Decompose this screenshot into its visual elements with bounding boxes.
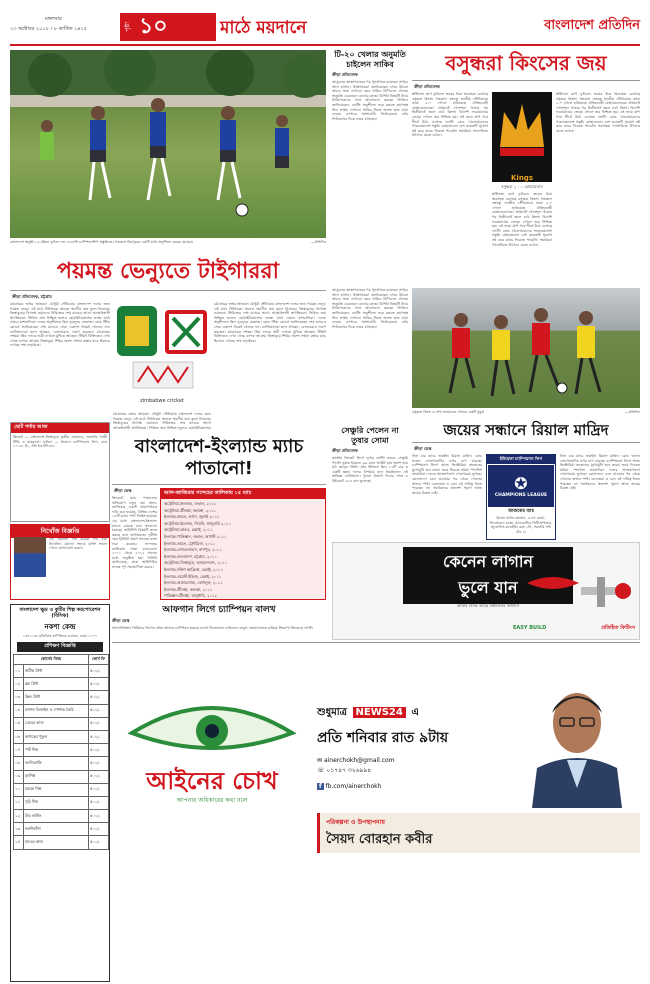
lead-headline: পয়মন্ত ভেন্যুতে টাইগাররা xyxy=(57,259,279,284)
bsic-cell-course: বেতের কাজ xyxy=(23,717,88,730)
lead-byline: ক্রীড়া প্রতিবেদক, চট্টগ্রাম xyxy=(12,294,52,299)
lead-photo-credit: —প্রতিদিন xyxy=(310,240,326,244)
easybuild-brand1: EASY BUILD xyxy=(513,625,547,631)
bsic-course-row xyxy=(14,823,109,836)
bsic-cell-fee: ৫০০/- xyxy=(88,730,108,743)
zimbabwe-logo-box xyxy=(113,302,211,410)
bsic-cell-no: ০৬ xyxy=(14,730,24,743)
football-training-illustration xyxy=(10,50,326,238)
ainer-line1-suffix: এ xyxy=(411,707,419,718)
kings-photo-caption xyxy=(412,410,640,418)
lead-photo-caption xyxy=(10,240,326,250)
bsic-cell-no: ০৫ xyxy=(14,717,24,730)
bsic-cell-fee: ৫০০/- xyxy=(88,823,108,836)
kings-body-col1: স্বাধীনতা কাপ ফুটবলে জয়ের ধারা অব্যাহত রেখেছে বসুন্ধরা কিংস। গতকাল বঙ্গবন্ধু জাতীয় স্টেডিয়ামে তারা ২-০ গোলে হারিয়েছে ঐতিহ্যবাহী মোহামেডানকে। প্রথমার্ধে গোলশূন্য থাকার পর দ্বিতীয়ার্ধে জ্বলে ওঠে কিংস। বিদেশি ফরোয়ার্ডের জোড়া গোলে জয় নিশ্চিত হয়। এই জয়ে গ্রুপ পর্বে শীর্ষে উঠে এসেছে দলটি। কোচ খেলোয়াড়দের পারফরম্যান্সে সন্তুষ্ট। মোহামেডান বেশ কয়েকটি সুযোগ নষ্ট করে ম্যাচে ফিরতে পারেনি। সমর্থকরা গ্যালারিতে উৎসবে মেতে ওঠেন। xyxy=(412,92,488,138)
bsic-cell-fee: ৫০০/- xyxy=(88,691,108,704)
bsic-cell-no: ০৩ xyxy=(14,691,24,704)
host-name-bar xyxy=(317,813,640,853)
bsic-cell-fee: ৫০০/- xyxy=(88,783,108,796)
bsic-cell-fee: ৫০০/- xyxy=(88,717,108,730)
tushar-headline: সেঞ্চুরি পেলেন না তুষার সোমা xyxy=(341,426,399,445)
bsic-cell-no: ১০ xyxy=(14,783,24,796)
ainer-slogan: আপনার অধিকারের কথা বলে xyxy=(176,797,248,804)
ainer-line2: প্রতি শনিবার রাত ৯টায় xyxy=(317,730,449,746)
bsic-cell-fee: ৫০০/- xyxy=(88,796,108,809)
ainer-fb-link: fb.com/ainerchokh xyxy=(325,783,382,790)
ainer-email: ainerchokh@gmail.com xyxy=(323,757,395,764)
bsic-cell-course: নকশিকাঁথা xyxy=(23,823,88,836)
t20-headline: টি-২০ খেলার অনুমতি চাইলেন সাকিব xyxy=(334,50,406,69)
suspected-match-item: পাকিস্তান-শ্রীলঙ্কা, আবুধাবি, ২০১২ xyxy=(164,593,217,599)
bsic-cell-no: ১৩ xyxy=(14,823,24,836)
bsic-course-row xyxy=(14,836,109,849)
bsic-cell-no: ০৮ xyxy=(14,757,24,770)
bsic-cell-course: উড কার্ভিং xyxy=(23,810,88,823)
bsic-cell-no: ১২ xyxy=(14,810,24,823)
suspected-match-item: ইংল্যান্ড-বাংলাদেশ, চট্টগ্রাম, ২০১১ xyxy=(164,553,217,559)
missing-ad-body: এই ছেলেটি গত কয়েক দিন ধরে নিখোঁজ। কোনো সহৃদয় ব্যক্তি সন্ধান পেলে যোগাযোগ করুন। xyxy=(49,537,107,551)
bsic-address: ১৩৭-১৩৮ মতিঝিল বাণিজ্যিক এলাকা, ঢাকা-১০০০ xyxy=(22,634,98,638)
bsic-cell-course: সূচি শিল্প xyxy=(23,796,88,809)
afghan-byline: ক্রীড়া ডেস্ক xyxy=(112,618,130,623)
page-number: ১০ xyxy=(139,13,168,39)
bsic-cell-fee: ৫০০/- xyxy=(88,744,108,757)
easybuild-tagline: আমার বিল্ডে আছে বিশ্বমানের ফিটিংস xyxy=(456,603,520,608)
header-rule xyxy=(10,44,640,46)
easybuild-brand2: প্রতিষ্ঠিত ফিটিংস xyxy=(601,625,635,631)
host-name: সৈয়দ বোরহান কবীর xyxy=(326,832,433,847)
bsic-cell-fee: ৫০০/- xyxy=(88,757,108,770)
suspected-match-item: ইংল্যান্ড-ভারত, ট্রেন্টব্রিজ, ২০১১ xyxy=(164,540,216,546)
aljazeera-table-box xyxy=(160,488,326,600)
bd-england-byline: ক্রীড়া ডেস্ক xyxy=(114,488,132,493)
fittings-illustration xyxy=(577,573,637,613)
kings-match-photo xyxy=(412,288,640,408)
aljazeera-match-list xyxy=(161,499,325,602)
lead-caption-text: বাংলাদেশ অনূর্ধ্ব-১৬ মহিলা ফুটবল দল এএফসি চ্যাম্পিয়নশিপ প্রস্তুতিতে। গতকাল মিরপুরের একটি মাঠে অনুশীলন করছে মেয়েরা। xyxy=(10,240,194,244)
bsic-section-title: প্রশিক্ষণ বিজ্ঞপ্তি xyxy=(17,642,103,652)
bsic-subtitle: নকশা কেন্দ্র xyxy=(44,623,76,631)
bsic-course-row xyxy=(14,678,109,691)
suspected-match-item: অস্ট্রেলিয়া-জিম্বাবুয়ে, আহমেদাবাদ, ২০১১ xyxy=(164,560,228,566)
t20-byline: ক্রীড়া প্রতিবেদক xyxy=(332,72,358,77)
lead-photo xyxy=(10,50,326,238)
suspected-match-item: অস্ট্রেলিয়া-ভারত, চেন্নাই, ২০১১ xyxy=(164,527,213,533)
suspected-match-item: ইংল্যান্ড-ওয়েস্ট ইন্ডিজ, চেন্নাই, ২০১১ xyxy=(164,573,222,579)
bsic-course-row xyxy=(14,730,109,743)
afghan-body: আফগানিস্তান প্রিমিয়ার লিগের প্রথম আসরে চ্যাম্পিয়ন হয়েছে বালখ লিজেন্ডস। ফাইনালে কাবুল জোয়ানানকে হারিয়ে শিরোপা জিতেছে দলটি। xyxy=(112,626,313,630)
phone-icon: ☏ xyxy=(317,767,327,774)
kings-logo-box xyxy=(492,92,552,182)
bsic-cell-no: ০৪ xyxy=(14,704,24,717)
host-portrait-illustration xyxy=(522,668,632,808)
header-day: মঙ্গলবার xyxy=(45,16,62,22)
missing-ad-title: নিখোঁজ বিজ্ঞপ্তি xyxy=(11,525,109,538)
bd-england-rule xyxy=(112,484,326,485)
t20-body-cont: আঙুলের অস্ত্রোপচারের পর পুনর্বাসনে রয়েছেন সাকিব আল হাসান। চিকিৎসকরা জানিয়েছেন সেরে উঠতে আরও সময় লাগবে। তবে সাকিব বিপিএলে খেলার অনুমতি চেয়েছেন বোর্ডের কাছে। বিসিবি বিষয়টি নিয়ে চিকিৎসকদের সঙ্গে আলোচনা করছে। ফিজিও জানিয়েছেন, ব্যাটিং অনুশীলন শুরু করতে কমপক্ষে তিন সপ্তাহ লাগবে। সাকিব নিজে অবশ্য দ্রুত মাঠে ফেরার ব্যাপারে আশাবাদী। নির্বাচকরাও তাঁর ফিটনেসের দিকে নজর রাখছেন। xyxy=(332,288,408,329)
zimbabwe-logo-text: zimbabwe cricket xyxy=(140,398,184,404)
bsic-cell-fee: ৫০০/- xyxy=(88,704,108,717)
aljazeera-table-title: আল-জাজিরার সন্দেহের তালিকায় ১৫ ম্যাচ xyxy=(161,489,325,499)
page-label: পৃষ্ঠা xyxy=(124,22,131,32)
bsic-col-course: কোর্সের বিষয় xyxy=(14,655,89,665)
bsic-course-row xyxy=(14,810,109,823)
bsic-cell-fee: ৫০০/- xyxy=(88,770,108,783)
bsic-course-row xyxy=(14,665,109,678)
bsic-cell-fee: ৫০০/- xyxy=(88,678,108,691)
lips-icon xyxy=(523,573,583,593)
kings-body-col3: স্বাধীনতা কাপ ফুটবলে জয়ের ধারা অব্যাহত রেখেছে বসুন্ধরা কিংস। গতকাল বঙ্গবন্ধু জাতীয় স্টেডিয়ামে তারা ২-০ গোলে হারিয়েছে ঐতিহ্যবাহী মোহামেডানকে। প্রথমার্ধে গোলশূন্য থাকার পর দ্বিতীয়ার্ধে জ্বলে ওঠে কিংস। বিদেশি ফরোয়ার্ডের জোড়া গোলে জয় নিশ্চিত হয়। এই জয়ে গ্রুপ পর্বে শীর্ষে উঠে এসেছে দলটি। কোচ খেলোয়াড়দের পারফরম্যান্সে সন্তুষ্ট। মোহামেডান বেশ কয়েকটি সুযোগ নষ্ট করে ম্যাচে ফিরতে পারেনি। সমর্থকরা গ্যালারিতে উৎসবে মেতে ওঠেন। xyxy=(556,92,640,133)
bsic-ad xyxy=(10,604,110,982)
ainer-schedule xyxy=(317,705,487,776)
kings-photo-credit: —প্রতিদিন xyxy=(624,410,640,414)
bsic-cell-course: মৃৎশিল্প xyxy=(23,770,88,783)
football-match-illustration xyxy=(412,288,640,408)
bsic-course-row xyxy=(14,757,109,770)
kings-scoreline: বসুন্ধরা ২ : ০ মোহামেডান xyxy=(501,184,543,189)
missing-ad xyxy=(10,524,110,600)
suspected-match-item: অস্ট্রেলিয়া-ইংল্যান্ড, ওভাল, ২০১১ xyxy=(164,501,217,506)
ucl-logo-text: CHAMPIONS LEAGUE xyxy=(494,492,548,498)
tushar-body: জাতীয় ক্রিকেট লিগে দুর্দান্ত ব্যাটিং করেও সেঞ্চুরি পাননি তুষার ইমরান। ৯৬ রানে আউট হয়ে হতাশ হয়ে মাঠ ছাড়েন তিনি। তাঁর ইনিংসে ছিল ১২টি চার ও একটি ছক্কা। দলের বিপর্যয়ে হাল ধরেছিলেন এই অভিজ্ঞ ব্যাটসম্যান। খুলনা বিভাগ দিনের শেষে ৬ উইকেটে ২৮৫ রান তুলেছে। xyxy=(332,456,408,483)
kings-rule xyxy=(412,80,640,81)
eye-icon xyxy=(122,693,302,763)
ainer-logo-text: আইনের চোখ xyxy=(146,767,278,795)
real-headline: জয়ের সন্ধানে রিয়াল মাদ্রিদ xyxy=(443,421,609,439)
bsic-course-row xyxy=(14,704,109,717)
missing-person-photo xyxy=(14,537,46,577)
email-icon: ✉ xyxy=(317,757,324,764)
ucl-box xyxy=(486,454,556,540)
tv-notice-title: ছোট পর্দায় আজ xyxy=(11,423,109,433)
bsic-cell-no: ১১ xyxy=(14,796,24,809)
tv-notice-body: ক্রিকেট — বাংলাদেশ-জিম্বাবুয়ে তৃতীয় ওয়ানডে, সরাসরি গাজী টিভি ও মাছরাঙা। ফুটবল — উয়েফা চ্যাম্পিয়নস লিগ, রাত ১০-৫৫ মি., সনি ইএসপিএন। xyxy=(13,435,107,449)
ainer-fb xyxy=(317,783,381,790)
easybuild-line2: ভুলে যান xyxy=(403,573,573,604)
suspected-match-item: ইংল্যান্ড-শ্রীলঙ্কা, কলম্বো, ২০১১ xyxy=(164,586,213,592)
bd-england-headline: বাংলাদেশ-ইংল্যান্ড ম্যাচ পাতানো! xyxy=(134,436,304,479)
bsic-cell-course: ফ্যাশন ডিজাইন ও পোশাক তৈরি xyxy=(23,704,88,717)
lead-headline-rule xyxy=(10,290,326,291)
bsic-cell-course: চামড়া শিল্প xyxy=(23,783,88,796)
bsic-cell-course: হাতের কাজ xyxy=(23,836,88,849)
real-body-col3: টানা চার ম্যাচে জয়হীন রিয়াল মাদ্রিদ। কোচ হুলেন লোপেতেগির ওপর চাপ বাড়ছে। চ্যাম্পিয়নস লিগে আজ ভিক্টোরিয়া প্লজেনের মুখোমুখি হবে তারা। জয়ে ফিরতে মরিয়া স্প্যানিশ জায়ান্টরা। দলের আক্রমণভাগ গোলখরায় ভুগছে। রোনালদো চলে যাওয়ার পর থেকে গোলের অভাব স্পষ্ট। বেনজেমা ও বেল এই দায়িত্ব নিতে পারছেন না। সমর্থকদের প্রত্যাশা পূরণে আজ জয়ের বিকল্প নেই। xyxy=(560,454,640,491)
suspected-match-item: ইংল্যান্ড-পাকিস্তান, ওভাল, আগস্ট ২০১১ xyxy=(164,533,227,539)
kings-body-col2: স্বাধীনতা কাপ ফুটবলে জয়ের ধারা অব্যাহত রেখেছে বসুন্ধরা কিংস। গতকাল বঙ্গবন্ধু জাতীয় স্টেডিয়ামে তারা ২-০ গোলে হারিয়েছে ঐতিহ্যবাহী মোহামেডানকে। প্রথমার্ধে গোলশূন্য থাকার পর দ্বিতীয়ার্ধে জ্বলে ওঠে কিংস। বিদেশি ফরোয়ার্ডের জোড়া গোলে জয় নিশ্চিত হয়। এই জয়ে গ্রুপ পর্বে শীর্ষে উঠে এসেছে দলটি। কোচ খেলোয়াড়দের পারফরম্যান্সে সন্তুষ্ট। মোহামেডান বেশ কয়েকটি সুযোগ নষ্ট করে ম্যাচে ফিরতে পারেনি। সমর্থকরা গ্যালারিতে উৎসবে মেতে ওঠেন। xyxy=(492,192,552,247)
suspected-match-item: অস্ট্রেলিয়া-ইংল্যান্ড, সিডনি, জানুয়ারি ২০১১ xyxy=(164,520,231,526)
ainer-chokh-ad xyxy=(112,642,640,982)
section-title: মাঠে ময়দানে xyxy=(220,18,307,38)
easybuild-line1: কেনেন লাগান xyxy=(403,547,573,578)
bsic-cell-no: ০১ xyxy=(14,665,24,678)
ucl-logo xyxy=(488,465,554,507)
bsic-col-fee: কোর্স ফি xyxy=(88,655,108,665)
news24-logo: NEWS24 xyxy=(353,707,406,718)
easybuild-ad xyxy=(332,542,640,640)
bsic-cell-course: পাট শিল্প xyxy=(23,744,88,757)
bsic-course-row xyxy=(14,783,109,796)
host-photo xyxy=(522,668,632,808)
kings-caption-text: বসুন্ধরা কিংস ও শেখ জামালের খেলার একটি মুহূর্ত xyxy=(412,410,485,414)
suspected-match-item: ইংল্যান্ড-দক্ষিণ আফ্রিকা, চেন্নাই, ২০১১ xyxy=(164,566,223,572)
ucl-title: ইউয়েফা চ্যাম্পিয়নস লিগ xyxy=(487,455,555,464)
kings-headline: বসুন্ধরা কিংসের জয় xyxy=(445,51,607,75)
kings-crown-logo-icon xyxy=(492,92,552,170)
bsic-cell-course: কাপড়ের পুতুল xyxy=(23,730,88,743)
bsic-cell-fee: ৫০০/- xyxy=(88,665,108,678)
ucl-star-ball-icon: ✪ xyxy=(514,473,528,493)
afghan-headline: আফগান লিগে চ্যাম্পিয়ন বালখ xyxy=(162,605,276,615)
bsic-cell-course: স্ক্রিন প্রিন্ট xyxy=(23,691,88,704)
bsic-course-row xyxy=(14,691,109,704)
suspected-match-item: ইংল্যান্ড-ভারত, লর্ডস, জুলাই ২০১১ xyxy=(164,514,220,520)
lead-body-col3: চট্টগ্রামের জহুর আহমেদ চৌধুরী স্টেডিয়াম বাংলাদেশ দলের জন্য পয়মন্ত ভেন্যু। এই মাঠে টাইগাররা অনেক স্মরণীয় জয় তুলে নিয়েছে। জিম্বাবুয়ের বিপক্ষে ওয়ানডে সিরিজের শেষ ম্যাচের আগে আত্মবিশ্বাসী স্বাগতিকরা। সিরিজ জয় নিশ্চিত হলেও হোয়াইটওয়াশের লক্ষ্যে মাঠে নামবে মাশরাফিরা। দলের অনুশীলনে ছিল ফুরফুরে মেজাজ। কোচ স্টিভ রোডস জানিয়েছেন শেষ ম্যাচেও সেরা একাদশ নিয়েই খেলবে দল। ব্যাটসম্যানরা ছন্দে আছেন, বোলাররাও দারুণ করছেন। চট্টগ্রামের দর্শকরা প্রিয় দলকে জয়ী দেখতে মুখিয়ে আছেন। টিকিট বিক্রিতেও দেখা গেছে ব্যাপক আগ্রহ। জিম্বাবুয়ে শিবির অবশ্য সম্মান রক্ষার ম্যাচ হিসেবে দেখছে শেষ লড়াইকে। xyxy=(214,302,326,343)
bsic-cell-no: ০২ xyxy=(14,678,24,691)
suspected-match-item: অস্ট্রেলিয়া-শ্রীলঙ্কা, কলম্বো, ২০১১ xyxy=(164,507,216,513)
real-byline: ক্রীড়া ডেস্ক xyxy=(414,446,432,451)
suspected-match-item: ইংল্যান্ড-নেদারল্যান্ডস, নাগপুর, ২০১১ xyxy=(164,547,222,553)
facebook-icon: f xyxy=(319,783,322,790)
brand-logo: বাংলাদেশ প্রতিদিন xyxy=(544,18,640,33)
host-label: পরিকল্পনা ও উপস্থাপনায় xyxy=(326,819,385,826)
page-number-box xyxy=(120,13,216,41)
bsic-course-row xyxy=(14,744,109,757)
bsic-course-row xyxy=(14,770,109,783)
suspected-match-item: ইংল্যান্ড-আয়ারল্যান্ড, বেঙ্গালুরু, ২০১১ xyxy=(164,580,223,586)
ainer-line1: শুধুমাত্র xyxy=(317,707,348,718)
lead-body-col2: চট্টগ্রামের জহুর আহমেদ চৌধুরী স্টেডিয়াম বাংলাদেশ দলের জন্য পয়মন্ত ভেন্যু। এই মাঠে টাইগাররা অনেক স্মরণীয় জয় তুলে নিয়েছে। জিম্বাবুয়ের বিপক্ষে ওয়ানডে সিরিজের শেষ ম্যাচের আগে আত্মবিশ্বাসী স্বাগতিকরা। সিরিজ জয় নিশ্চিত হলেও হোয়াইটওয়াশের xyxy=(113,412,211,430)
real-rule xyxy=(412,442,640,443)
tushar-byline: ক্রীড়া প্রতিবেদক xyxy=(332,448,358,453)
bsic-course-row xyxy=(14,717,109,730)
real-body-col1: টানা চার ম্যাচে জয়হীন রিয়াল মাদ্রিদ। কোচ হুলেন লোপেতেগির ওপর চাপ বাড়ছে। চ্যাম্পিয়নস লিগে আজ ভিক্টোরিয়া প্লজেনের মুখোমুখি হবে তারা। জয়ে ফিরতে মরিয়া স্প্যানিশ জায়ান্টরা। দলের আক্রমণভাগ গোলখরায় ভুগছে। রোনালদো চলে যাওয়ার পর থেকে গোলের অভাব স্পষ্ট। বেনজেমা ও বেল এই দায়িত্ব নিতে পারছেন না। সমর্থকদের প্রত্যাশা পূরণে আজ জয়ের বিকল্প নেই। xyxy=(412,454,482,495)
page-header xyxy=(10,10,640,44)
bsic-cell-course: বাটিক প্রিন্ট xyxy=(23,665,88,678)
bsic-cell-no: ০৭ xyxy=(14,744,24,757)
bsic-cell-no: ১৪ xyxy=(14,836,24,849)
bsic-cell-course: ব্লক প্রিন্ট xyxy=(23,678,88,691)
bd-england-body: ক্রিকেটে ম্যাচ পাতানোর অভিযোগ নতুন নয়। আল-জাজিরার একটি প্রামাণ্যচিত্রে দাবি করা হয়েছে, বিভিন্ন দেশের ১৫টি ম্যাচে স্পট ফিক্সিং হয়েছে। এর মধ্যে বাংলাদেশ-ইংল্যান্ড ম্যাচও রয়েছে বলে জানানো হয়েছে। আইসিসি বিষয়টি তদন্ত করছে বলে জানিয়েছে। দুর্নীতি দমন ইউনিট প্রমাণ সংগ্রহে কাজ শুরু করেছে। সন্দেহের তালিকায় থাকা ম্যাচগুলো ২০১১ থেকে ২০১২ সালের মধ্যে অনুষ্ঠিত হয়। বিসিবি জানিয়েছে, তারা আইসিসির তদন্তে পূর্ণ সহযোগিতা করবে। xyxy=(112,496,157,569)
bsic-cell-fee: ৫০০/- xyxy=(88,836,108,849)
t20-body: আঙুলের অস্ত্রোপচারের পর পুনর্বাসনে রয়েছেন সাকিব আল হাসান। চিকিৎসকরা জানিয়েছেন সেরে উঠতে আরও সময় লাগবে। তবে সাকিব বিপিএলে খেলার অনুমতি চেয়েছেন বোর্ডের কাছে। বিসিবি বিষয়টি নিয়ে চিকিৎসকদের সঙ্গে আলোচনা করছে। ফিজিও জানিয়েছেন, ব্যাটিং অনুশীলন শুরু করতে কমপক্ষে তিন সপ্তাহ লাগবে। সাকিব নিজে অবশ্য দ্রুত মাঠে ফেরার ব্যাপারে আশাবাদী। নির্বাচকরাও তাঁর ফিটনেসের দিকে নজর রাখছেন। xyxy=(332,80,408,121)
bsic-cell-fee: ৫০০/- xyxy=(88,810,108,823)
ucl-subtitle: আজকের ম্যাচ xyxy=(508,509,534,514)
kings-byline: ক্রীড়া প্রতিবেদক xyxy=(414,84,440,89)
ainer-phone: ০১৭৪৭ ৩২৬৯৯৪ xyxy=(326,767,372,774)
bsic-course-row xyxy=(14,796,109,809)
ucl-body: রিয়াল মাদ্রিদ-প্লজেন, এএস রোমা-সিএসকেএ মস্কো, ম্যানচেস্টার সিটি-শাখতার, জুভেন্টাস-ম্যানইউ। রাত ১টা, সরাসরি সনি টেন ২। xyxy=(489,516,553,534)
bsic-cell-no: ০৯ xyxy=(14,770,24,783)
bsic-title: বাংলাদেশ ক্ষুদ্র ও কুটির শিল্প করপোরেশন (বিসিক) xyxy=(19,607,101,619)
lead-body-col1: চট্টগ্রামের জহুর আহমেদ চৌধুরী স্টেডিয়াম বাংলাদেশ দলের জন্য পয়মন্ত ভেন্যু। এই মাঠে টাইগাররা অনেক স্মরণীয় জয় তুলে নিয়েছে। জিম্বাবুয়ের বিপক্ষে ওয়ানডে সিরিজের শেষ ম্যাচের আগে আত্মবিশ্বাসী স্বাগতিকরা। সিরিজ জয় নিশ্চিত হলেও হোয়াইটওয়াশের লক্ষ্যে মাঠে নামবে মাশরাফিরা। দলের অনুশীলনে ছিল ফুরফুরে মেজাজ। কোচ স্টিভ রোডস জানিয়েছেন শেষ ম্যাচেও সেরা একাদশ নিয়েই খেলবে দল। ব্যাটসম্যানরা ছন্দে আছেন, বোলাররাও দারুণ করছেন। চট্টগ্রামের দর্শকরা প্রিয় দলকে জয়ী দেখতে মুখিয়ে আছেন। টিকিট বিক্রিতেও দেখা গেছে ব্যাপক আগ্রহ। জিম্বাবুয়ে শিবির অবশ্য সম্মান রক্ষার ম্যাচ হিসেবে দেখছে শেষ লড়াইকে। xyxy=(10,302,110,348)
bsic-cell-course: ক্যালিগ্রাফি xyxy=(23,757,88,770)
tv-notice-box xyxy=(10,422,110,522)
header-date: ২৩ অক্টোবর ২০১৮ । ৮ কার্তিক ১৪২৫ xyxy=(10,26,88,32)
zimbabwe-cricket-logo-icon xyxy=(113,302,211,394)
bsic-course-table xyxy=(13,654,109,850)
kings-logo-text: Kings xyxy=(511,174,533,182)
ainer-logo-area xyxy=(122,693,302,813)
